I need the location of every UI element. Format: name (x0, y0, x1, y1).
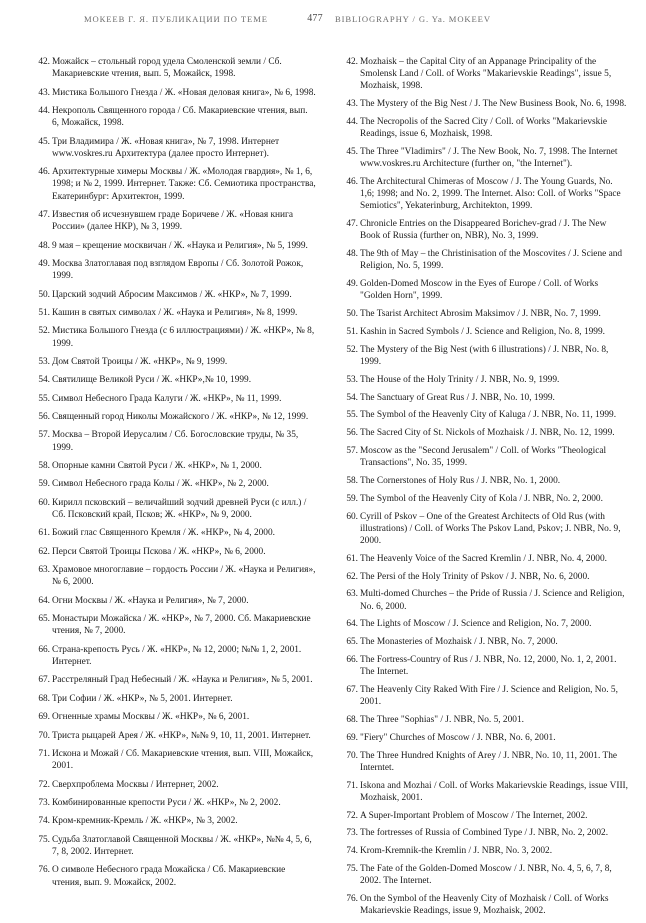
entry-text: Известия об исчезнувшем граде Боричеве / Ж. «Новая книга России» (далее НКР), № 3, 1999. (52, 209, 294, 233)
bibliography-entry (32, 546, 316, 558)
entry-text: On the Symbol of the Heavenly City of Mozhaisk / Coll. of Works Makarievskie Readings, issue 9, Mozhaisk, 2002. (360, 893, 609, 917)
entry-number: 74. (346, 846, 358, 857)
running-head-left: МОКЕЕВ Г. Я. ПУБЛИКАЦИИ ПО ТЕМЕ (84, 14, 268, 24)
entry-text: Огни Москвы / Ж. «Наука и Религия», № 7, 2000. (52, 595, 249, 606)
entry-number: 52. (38, 326, 50, 337)
entry-text: Священный город Николы Можайского / Ж. «НКР», № 12, 1999. (52, 412, 309, 423)
entry-text: The Three Hundred Knights of Arey / J. NBR, No. 10, 11, 2001. The Interntet. (360, 750, 618, 773)
bibliography-entry (340, 750, 628, 774)
entry-text: The Mystery of the Big Nest / J. The New Business Book, No. 6, 1998. (360, 99, 627, 110)
entry-number: 63. (38, 565, 50, 576)
entry-number: 42. (38, 57, 50, 67)
entry-text: Москва Златоглавая под взглядом Европы / Сб. Золотой Рожок, 1999. (52, 258, 304, 282)
entry-text: Можайск – стольный город удела Смоленской земли / Сб. Макариевские чтения, вып. 5, Можайск, 1998. (52, 57, 282, 80)
entry-number: 57. (346, 445, 358, 456)
bibliography-entry (340, 56, 628, 93)
bibliography-entry (340, 810, 628, 822)
bibliography-entry (340, 392, 628, 404)
bibliography-entry (340, 176, 628, 213)
bibliography-entry (32, 289, 316, 301)
entry-number: 61. (38, 528, 50, 539)
entry-number: 76. (38, 865, 50, 876)
entry-text: Multi-domed Churches – the Pride of Russia / J. Science and Religion, No. 6, 2000. (360, 589, 625, 612)
entry-text: "Fiery" Churches of Moscow / J. NBR, No. 6, 2001. (360, 732, 556, 743)
bibliography-entry (32, 411, 316, 423)
bibliography-entry (32, 564, 316, 588)
entry-text: The Lights of Moscow / J. Science and Religion, No. 7, 2000. (360, 619, 592, 630)
entry-text: Монастыри Можайска / Ж. «НКР», № 7, 2000. Сб. Макариевские чтения, № 7, 2000. (52, 614, 311, 637)
entry-number: 49. (38, 258, 50, 269)
entry-number: 48. (346, 249, 358, 260)
entry-text: Сверхпроблема Москвы / Интернет, 2002. (52, 779, 219, 790)
entry-text: Мистика Большого Гнезда (с 6 иллюстрациями) / Ж. «НКР», № 8, 1999. (52, 326, 315, 349)
entry-text: Храмовое многоглавие – гордость России / Ж. «Наука и Религия», № 6, 2000. (52, 565, 316, 588)
entry-text: The Necropolis of the Sacred City / Coll. of Works "Makarievskie Readings, issue 6, Mozhaisk, 1998. (360, 117, 608, 140)
bibliography-entry (340, 863, 628, 887)
bibliography-entry (32, 478, 316, 490)
bibliography-entry (340, 278, 628, 302)
entry-text: Golden-Domed Moscow in the Eyes of Europe / Coll. of Works "Golden Horn", 1999. (360, 279, 599, 302)
entry-text: Kashin in Sacred Symbols / J. Science and Religion, No. 8, 1999. (360, 327, 605, 337)
entry-number: 53. (346, 374, 358, 385)
entry-text: Москва – Второй Иерусалим / Сб. Богословские труды, № 35, 1999. (52, 430, 299, 453)
entry-number: 47. (346, 219, 358, 230)
bibliography-entry (340, 308, 628, 320)
bibliography-entry (340, 732, 628, 744)
entry-number: 46. (346, 177, 358, 187)
entry-text: Символ Небесного града Колы / Ж. «НКР», № 2, 2000. (52, 479, 269, 490)
entry-text: Moscow as the "Second Jerusalem" / Coll. of Works "Theological Transactions", No. 35, 1999. (360, 445, 607, 469)
entry-text: The Cornerstones of Holy Rus / J. NBR, No. 1, 2000. (360, 475, 561, 486)
bibliography-entry (340, 827, 628, 839)
entry-number: 55. (346, 410, 358, 421)
bibliography-entry (32, 325, 316, 349)
bibliography-entry (340, 636, 628, 648)
bibliography-entry (32, 356, 316, 368)
entry-text: Искона и Можай / Сб. Макариевские чтения, вып. VIII, Можайск, 2001. (52, 748, 314, 772)
entry-number: 73. (38, 797, 50, 808)
entry-text: The House of the Holy Trinity / J. NBR, No. 9, 1999. (360, 374, 560, 385)
bibliography-entry (340, 98, 628, 110)
bibliography-entry (340, 553, 628, 565)
bibliography-entry (340, 146, 628, 170)
page-number: 477 (307, 13, 323, 24)
entry-text: Божий глас Священного Кремля / Ж. «НКР», № 4, 2000. (52, 528, 275, 539)
entry-text: Некрополь Священного города / Сб. Макариевские чтения, вып. 6, Можайск, 1998. (52, 105, 308, 129)
bibliography-entry (340, 654, 628, 678)
entry-text: The Three "Sophias" / J. NBR, No. 5, 2001. (360, 714, 524, 725)
entry-number: 72. (38, 779, 50, 790)
entry-text: The Sacred City of St. Nickols of Mozhaisk / J. NBR, No. 12, 1999. (360, 428, 615, 439)
entry-number: 55. (38, 393, 50, 404)
entry-number: 70. (38, 730, 50, 741)
bibliography-entry (32, 711, 316, 723)
entry-number: 75. (346, 863, 358, 874)
entry-text: Огненные храмы Москвы / Ж. «НКР», № 6, 2001. (52, 712, 250, 723)
entry-number: 76. (346, 893, 358, 904)
bibliography-entry (32, 136, 316, 160)
entry-number: 44. (38, 105, 50, 116)
entry-number: 45. (38, 136, 50, 147)
bibliography-column-russian (32, 56, 316, 895)
entry-number: 43. (346, 99, 358, 110)
entry-text: Три Софии / Ж. «НКР», № 5, 2001. Интернет. (52, 693, 233, 704)
entry-number: 50. (346, 309, 358, 320)
entry-text: Комбинированные крепости Руси / Ж. «НКР», № 2, 2002. (52, 797, 281, 808)
bibliography-entry (340, 893, 628, 917)
bibliography-entry (340, 511, 628, 548)
entry-text: Chronicle Entries on the Disappeared Borichev-grad / J. The New Book of Russia (further on, NBR), No. 3, 1999. (360, 219, 607, 242)
bibliography-entry (340, 845, 628, 857)
entry-text: Дом Святой Троицы / Ж. «НКР», № 9, 1999. (52, 356, 228, 367)
bibliography-entry (340, 714, 628, 726)
bibliography-entry (32, 56, 316, 80)
entry-number: 47. (38, 209, 50, 220)
entry-number: 67. (346, 684, 358, 695)
entry-number: 67. (38, 675, 50, 686)
bibliography-entry (32, 815, 316, 827)
entry-text: Кром-кремник-Кремль / Ж. «НКР», № 3, 2002. (52, 816, 238, 827)
bibliography-entry (340, 618, 628, 630)
entry-number: 69. (346, 732, 358, 743)
entry-number: 43. (38, 87, 50, 98)
bibliography-entry (32, 166, 316, 203)
bibliography-entry (32, 644, 316, 668)
entry-number: 68. (346, 714, 358, 725)
entry-text: Перси Святой Троицы Пскова / Ж. «НКР», № 6, 2000. (52, 546, 266, 557)
bibliography-entry (340, 218, 628, 242)
entry-text: Iskona and Mozhai / Coll. of Works Makarievskie Readings, issue VIII, Mozhaisk, 2001. (360, 780, 629, 803)
bibliography-entry (32, 393, 316, 405)
bibliography-entry (32, 258, 316, 282)
entry-text: Царский зодчий Абросим Максимов / Ж. «НКР», № 7, 1999. (52, 289, 292, 300)
bibliography-entry (340, 427, 628, 439)
bibliography-entry (32, 693, 316, 705)
entry-text: Cyrill of Pskov – One of the Greatest Architects of Old Rus (with illustrations) / Coll. of Works The Pskov Land, Pskov; J. NBR, No. 9, 2000. (360, 511, 621, 546)
entry-number: 59. (38, 479, 50, 490)
entry-text: Судьба Златоглавой Священной Москвы / Ж. «НКР», №№ 4, 5, 6, 7, 8, 2002. Интернет. (52, 834, 312, 857)
entry-text: 9 мая – крещение москвичан / Ж. «Наука и Религия», № 5, 1999. (52, 240, 308, 251)
entry-number: 60. (346, 511, 358, 522)
entry-number: 42. (346, 57, 358, 67)
entry-number: 64. (346, 619, 358, 630)
entry-text: Опорные камни Святой Руси / Ж. «НКР», № 1, 2000. (52, 461, 262, 472)
entry-number: 54. (346, 392, 358, 403)
bibliography-entry (340, 475, 628, 487)
bibliography-entry (340, 445, 628, 469)
entry-number: 74. (38, 816, 50, 827)
bibliography-entry (32, 240, 316, 252)
entry-number: 44. (346, 117, 358, 127)
entry-text: Три Владимира / Ж. «Новая книга», № 7, 1998. Интернет www.voskres.ru Архитектура (далее просто Интернет). (52, 136, 280, 159)
entry-number: 66. (38, 644, 50, 655)
entry-number: 46. (38, 167, 50, 178)
entry-text: Кирилл псковский – величайший зодчий древней Руси (с илл.) / Сб. Псковский край, Псков; Ж. «НКР», № 9, 2000. (52, 497, 307, 521)
bibliography-entry (32, 779, 316, 791)
bibliography-entry (32, 674, 316, 686)
bibliography-entry (340, 344, 628, 368)
bibliography-entry (340, 588, 628, 612)
entry-number: 69. (38, 712, 50, 723)
entry-number: 57. (38, 430, 50, 441)
bibliography-entry (32, 748, 316, 772)
entry-text: Мистика Большого Гнезда / Ж. «Новая деловая книга», № 6, 1998. (52, 87, 316, 98)
entry-text: The Persi of the Holy Trinity of Pskov / J. NBR, No. 6, 2000. (360, 571, 590, 582)
running-head (0, 14, 646, 28)
entry-text: Символ Небесного Града Калуги / Ж. «НКР», № 11, 1999. (52, 393, 282, 404)
entry-number: 51. (38, 307, 50, 318)
entry-number: 65. (346, 637, 358, 648)
entry-text: The Architectural Chimeras of Moscow / J. The Young Guards, No. 1,6; 1998; and No. 2, 1999. The Internet. Also: Coll. of Works "Space Semiotics", Yekaterinburg, Architekton, 1999. (360, 177, 621, 212)
entry-number: 65. (38, 614, 50, 625)
entry-text: The Symbol of the Heavenly City of Kaluga / J. NBR, No. 11, 1999. (360, 410, 617, 421)
entry-number: 60. (38, 497, 50, 508)
entry-number: 58. (346, 475, 358, 486)
entry-number: 50. (38, 289, 50, 300)
entry-number: 48. (38, 240, 50, 251)
bibliography-entry (32, 595, 316, 607)
entry-text: The Tsarist Architect Abrosim Maksimov / J. NBR, No. 7, 1999. (360, 309, 601, 320)
entry-number: 68. (38, 693, 50, 704)
entry-text: The fortresses of Russia of Combined Type / J. NBR, No. 2, 2002. (360, 828, 609, 839)
entry-number: 75. (38, 834, 50, 845)
entry-text: The Monasteries of Mozhaisk / J. NBR, No. 7, 2000. (360, 637, 558, 648)
entry-number: 51. (346, 327, 358, 337)
entry-number: 64. (38, 595, 50, 606)
entry-number: 45. (346, 147, 358, 157)
entry-text: The Fate of the Golden-Domed Moscow / J. NBR, No. 4, 5, 6, 7, 8, 2002. The Internet. (360, 863, 612, 887)
bibliography-entry (340, 409, 628, 421)
bibliography-entry (32, 429, 316, 453)
entry-text: О символе Небесного града Можайска / Сб. Макариевские чтения, вып. 9. Можайск, 2002. (52, 865, 286, 888)
entry-number: 62. (38, 546, 50, 557)
entry-number: 63. (346, 589, 358, 600)
bibliography-entry (340, 684, 628, 708)
entry-text: The Heavenly Voice of the Sacred Kremlin / J. NBR, No. 4, 2000. (360, 553, 607, 564)
bibliography-column-english (340, 56, 628, 923)
bibliography-entry (32, 730, 316, 742)
entry-number: 49. (346, 279, 358, 290)
bibliography-entry (32, 209, 316, 233)
running-head-right: BIBLIOGRAPHY / G. Ya. MOKEEV (335, 14, 491, 24)
entry-text: Mozhaisk – the Capital City of an Appanage Principality of the Smolensk Land / Coll. of Works "Makarievskie Readings", issue 5, Mozhaisk, 1998. (360, 57, 612, 92)
entry-text: Страна-крепость Русь / Ж. «НКР», № 12, 2000; №№ 1, 2, 2001. Интернет. (52, 644, 302, 668)
entry-number: 72. (346, 810, 358, 821)
entry-number: 53. (38, 356, 50, 367)
bibliography-entry (340, 326, 628, 338)
entry-number: 61. (346, 553, 358, 564)
bibliography-entry (32, 497, 316, 521)
entry-number: 66. (346, 654, 358, 665)
bibliography-entry (32, 307, 316, 319)
bibliography-entry (340, 116, 628, 140)
bibliography-entry (32, 105, 316, 129)
bibliography-entry (32, 797, 316, 809)
entry-number: 56. (38, 412, 50, 423)
entry-text: Святилище Великой Руси / Ж. «НКР»,№ 10, 1999. (52, 375, 252, 386)
entry-number: 73. (346, 828, 358, 839)
entry-text: Расстреляный Град Небесный / Ж. «Наука и Религия», № 5, 2001. (52, 675, 313, 686)
bibliography-entry (340, 248, 628, 272)
bibliography-entry (32, 527, 316, 539)
bibliography-entry (32, 87, 316, 99)
entry-number: 70. (346, 750, 358, 761)
entry-number: 71. (38, 748, 50, 759)
entry-text: The Fortress-Country of Rus / J. NBR, No. 12, 2000, No. 1, 2, 2001. The Internet. (360, 654, 617, 678)
bibliography-entry (340, 780, 628, 804)
entry-number: 54. (38, 375, 50, 386)
entry-text: The Mystery of the Big Nest (with 6 illustrations) / J. NBR, No. 8, 1999. (360, 344, 609, 367)
entry-number: 58. (38, 461, 50, 472)
bibliography-entry (32, 834, 316, 858)
bibliography-entry (32, 613, 316, 637)
entry-text: Архитектурные химеры Москвы / Ж. «Молодая гвардия», № 1, 6, 1998; и № 2, 1999. Интернет. Также: Сб. Семиотика пространства, Екатеринбург: Архитектон, 1999. (52, 167, 316, 202)
entry-text: The Symbol of the Heavenly City of Kola / J. NBR, No. 2, 2000. (360, 493, 603, 504)
bibliography-entry (32, 460, 316, 472)
bibliography-entry (32, 374, 316, 386)
bibliography-entry (340, 571, 628, 583)
entry-number: 59. (346, 493, 358, 504)
bibliography-entry (32, 864, 316, 888)
entry-number: 56. (346, 428, 358, 439)
entry-text: The Three "Vladimirs" / J. The New Book, No. 7, 1998. The Internet www.voskres.ru Architecture (further on, "the Internet"). (360, 147, 618, 170)
bibliography-entry (340, 493, 628, 505)
entry-text: The 9th of May – the Christinisation of the Moscovites / J. Sciene and Religion, No. 5, 1999. (360, 249, 623, 272)
entry-number: 52. (346, 344, 358, 355)
entry-text: The Heavenly City Raked With Fire / J. Science and Religion, No. 5, 2001. (360, 684, 618, 708)
entry-text: Кашин в святых символах / Ж. «Наука и Религия», № 8, 1999. (52, 307, 298, 318)
bibliography-entry (340, 374, 628, 386)
entry-text: A Super-Important Problem of Moscow / The Internet, 2002. (360, 810, 588, 821)
entry-text: The Sanctuary of Great Rus / J. NBR, No. 10, 1999. (360, 392, 555, 403)
entry-number: 71. (346, 780, 358, 791)
entry-text: Krom-Kremnik-the Kremlin / J. NBR, No. 3, 2002. (360, 846, 553, 857)
entry-text: Триста рыцарей Арея / Ж. «НКР», №№ 9, 10, 11, 2001. Интернет. (52, 730, 311, 741)
entry-number: 62. (346, 571, 358, 582)
